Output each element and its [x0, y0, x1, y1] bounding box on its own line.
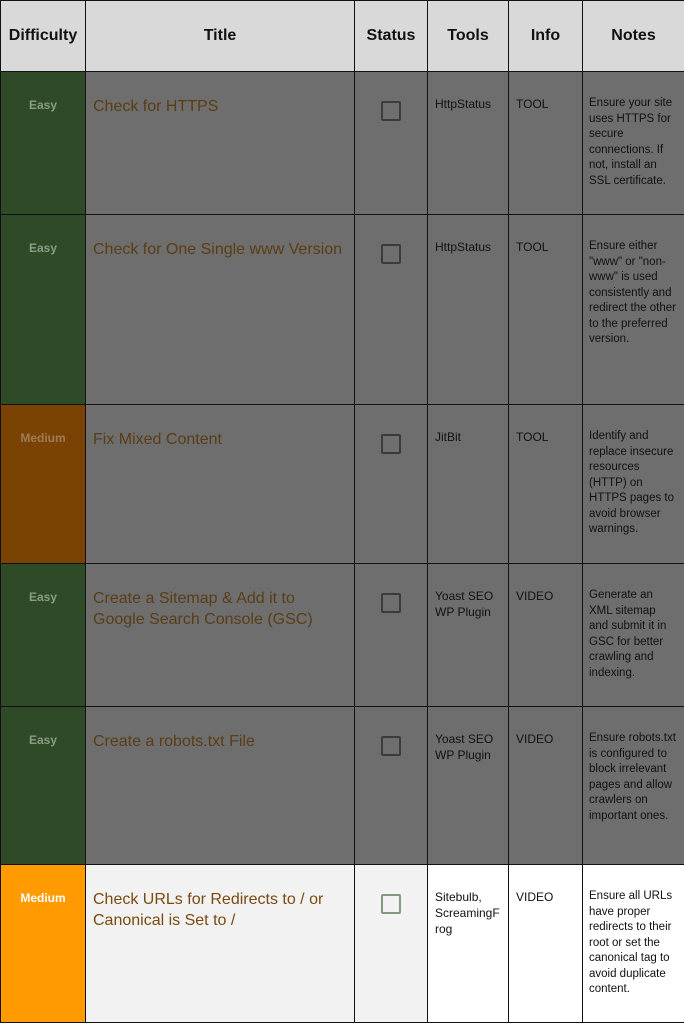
info-link[interactable]: VIDEO [509, 865, 583, 1023]
table-row [1, 72, 684, 215]
info-link[interactable]: TOOL [509, 72, 583, 215]
info-link[interactable]: VIDEO [509, 564, 583, 707]
difficulty-badge: Medium [1, 865, 86, 1023]
task-title: Fix Mixed Content [86, 405, 355, 564]
status-cell [355, 405, 428, 564]
notes-text: Ensure either "www" or "non-www" is used consistently and redirect the other to the preferred version. [583, 215, 684, 405]
status-cell [355, 707, 428, 865]
table-row [1, 215, 684, 405]
header-status: Status [355, 1, 428, 72]
table-row [1, 564, 684, 707]
task-title: Create a robots.txt File [86, 707, 355, 865]
status-cell [355, 215, 428, 405]
notes-text: Ensure robots.txt is configured to block irrelevant pages and allow crawlers on important ones. [583, 707, 684, 865]
tools-link[interactable]: Sitebulb, ScreamingFrog [428, 865, 509, 1023]
task-title: Check URLs for Redirects to / or Canonical is Set to / [86, 865, 355, 1023]
header-info: Info [509, 1, 583, 72]
status-checkbox[interactable] [381, 593, 401, 613]
status-cell [355, 865, 428, 1023]
status-cell [355, 72, 428, 215]
status-checkbox[interactable] [381, 244, 401, 264]
status-checkbox[interactable] [381, 101, 401, 121]
difficulty-badge: Medium [1, 405, 86, 564]
tools-link[interactable]: HttpStatus [428, 215, 509, 405]
difficulty-badge: Easy [1, 215, 86, 405]
info-link[interactable]: VIDEO [509, 707, 583, 865]
table-row [1, 405, 684, 564]
tools-link[interactable]: HttpStatus [428, 72, 509, 215]
header-row [1, 1, 684, 72]
notes-text: Generate an XML sitemap and submit it in GSC for better crawling and indexing. [583, 564, 684, 707]
status-cell [355, 564, 428, 707]
header-difficulty: Difficulty [1, 1, 86, 72]
task-title: Create a Sitemap & Add it to Google Search Console (GSC) [86, 564, 355, 707]
table-row [1, 707, 684, 865]
status-checkbox[interactable] [381, 434, 401, 454]
difficulty-badge: Easy [1, 707, 86, 865]
difficulty-badge: Easy [1, 72, 86, 215]
table-row-highlighted [1, 865, 684, 1023]
tools-link[interactable]: Yoast SEO WP Plugin [428, 564, 509, 707]
header-tools: Tools [428, 1, 509, 72]
header-title: Title [86, 1, 355, 72]
status-checkbox[interactable] [381, 736, 401, 756]
task-title: Check for HTTPS [86, 72, 355, 215]
task-title: Check for One Single www Version [86, 215, 355, 405]
tools-link[interactable]: JitBit [428, 405, 509, 564]
notes-text: Identify and replace insecure resources (HTTP) on HTTPS pages to avoid browser warnings. [583, 405, 684, 564]
info-link[interactable]: TOOL [509, 405, 583, 564]
difficulty-badge: Easy [1, 564, 86, 707]
info-link[interactable]: TOOL [509, 215, 583, 405]
tools-link[interactable]: Yoast SEO WP Plugin [428, 707, 509, 865]
status-checkbox[interactable] [381, 894, 401, 914]
notes-text: Ensure your site uses HTTPS for secure connections. If not, install an SSL certificate. [583, 72, 684, 215]
notes-text: Ensure all URLs have proper redirects to their root or set the canonical tag to avoid duplicate content. [583, 865, 684, 1023]
header-notes: Notes [583, 1, 684, 72]
